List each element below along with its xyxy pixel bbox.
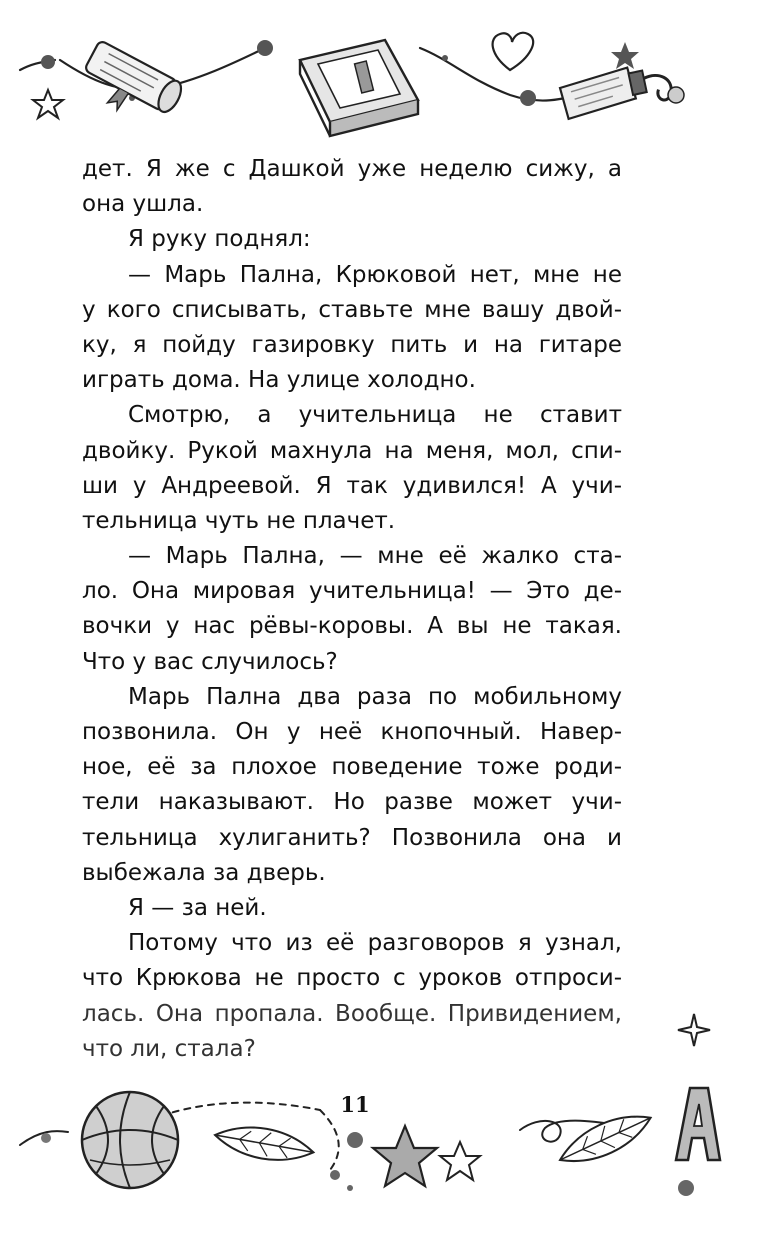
page-number: 11 bbox=[340, 1092, 370, 1117]
text-line: ло. Она мировая учительница! — Это де- bbox=[82, 578, 622, 605]
text-line: Марь Пална два раза по мобильному bbox=[128, 683, 622, 710]
text-line: позвонила. Он у неё кнопочный. Навер- bbox=[82, 719, 622, 745]
text-line: — Марь Пална, Крюковой нет, мне не bbox=[128, 261, 622, 288]
bottom-doodle-border bbox=[0, 1080, 768, 1240]
top-doodle-border bbox=[0, 0, 768, 150]
paint-tube-icon bbox=[559, 60, 674, 121]
text-line: двойку. Рукой махнула на меня, мол, спи- bbox=[82, 437, 622, 464]
scroll-icon bbox=[75, 40, 186, 133]
text-line: Потому что из её разговоров я узнал, bbox=[128, 930, 622, 957]
text-line: что Крюкова не просто с уроков отпроси- bbox=[82, 965, 622, 992]
text-line: она ушла. bbox=[82, 191, 204, 218]
text-line: ши у Андреевой. Я так удивился! А учи- bbox=[82, 472, 622, 499]
text-line: Смотрю, а учительница не ставит bbox=[128, 402, 622, 429]
text-line: Я руку поднял: bbox=[128, 226, 311, 253]
text-line: играть дома. На улице холодно. bbox=[82, 367, 476, 394]
leaf-icon bbox=[554, 1104, 657, 1173]
leaf-icon bbox=[212, 1120, 316, 1167]
text-line: Я — за ней. bbox=[128, 894, 267, 921]
star-icon bbox=[373, 1126, 437, 1186]
book-icon bbox=[300, 40, 418, 136]
text-line: выбежала за дверь. bbox=[82, 859, 326, 886]
text-line: тели наказывают. Но разве может учи- bbox=[82, 789, 622, 816]
text-line: ку, я пойду газировку пить и на гитаре bbox=[82, 331, 622, 358]
dot-icon bbox=[520, 90, 536, 106]
text-line: Что у вас случилось? bbox=[82, 648, 338, 675]
text-line: у кого списывать, ставьте мне вашу двой- bbox=[82, 296, 622, 323]
text-line: ное, её за плохое поведение тоже роди- bbox=[82, 754, 622, 781]
heart-icon bbox=[493, 33, 534, 70]
star-icon bbox=[440, 1142, 480, 1180]
page-text bbox=[82, 152, 622, 1067]
text-line: — Марь Пална, — мне её жалко ста- bbox=[128, 543, 622, 570]
basketball-icon bbox=[82, 1092, 178, 1188]
star-icon bbox=[611, 42, 639, 69]
text-line: лась. Она пропала. Вообще. Привидением, bbox=[82, 1000, 622, 1027]
text-line: тельница чуть не плачет. bbox=[82, 507, 396, 534]
text-line: тельница хулиганить? Позвонила она и bbox=[82, 824, 622, 851]
text-line: что ли, стала? bbox=[82, 1035, 256, 1062]
text-line: дет. Я же с Дашкой уже неделю сижу, а bbox=[82, 156, 622, 182]
dot-icon bbox=[257, 40, 273, 56]
letter-a-icon bbox=[676, 1088, 720, 1160]
star-icon bbox=[33, 90, 63, 118]
sparkle-icon bbox=[676, 1012, 712, 1048]
text-line: вочки у нас рёвы-коровы. А вы не такая. bbox=[82, 613, 622, 640]
dot-icon bbox=[41, 55, 55, 69]
